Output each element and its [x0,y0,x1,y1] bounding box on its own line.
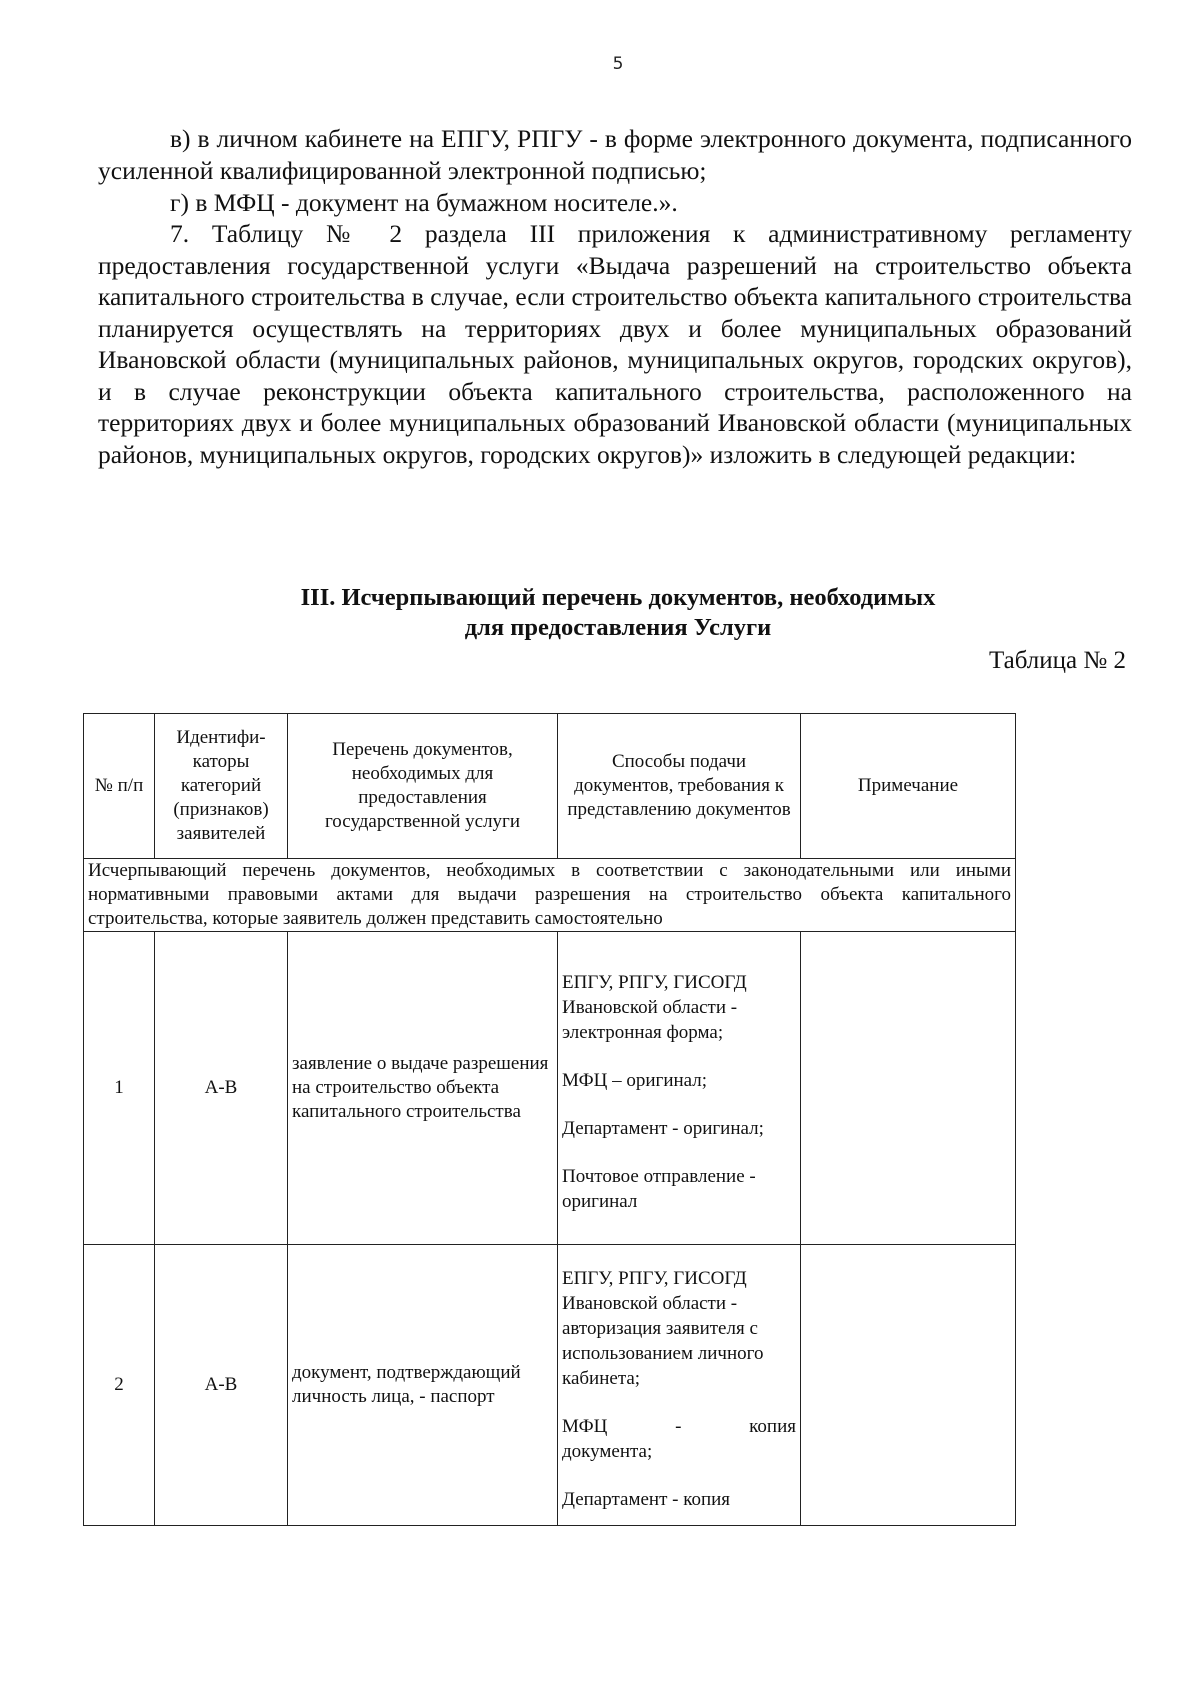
header-methods: Способы подачи документов, требования к представлению документов [558,714,801,859]
method-item: Департамент - оригинал; [562,1118,764,1139]
method-item: МФЦ – оригинал; [562,1070,708,1091]
section-title [0,583,1200,643]
group-title: Исчерпывающий перечень документов, необходимых в соответствии с законодательными или иными нормативными правовыми актами для выдачи разрешения на строительство объекта капитального строительства, которые заявитель должен представить самостоятельно [84,859,1016,932]
row-number: 2 [84,1245,155,1526]
row-note [801,932,1016,1245]
table-number-label: Таблица № 2 [988,647,1126,674]
table-group-row [84,859,1016,932]
row-category: А-В [155,1245,288,1526]
row-number: 1 [84,932,155,1245]
documents-table [83,713,1016,1526]
section-title-line2: для предоставления Услуги [464,614,772,641]
page-number: 5 [612,54,624,74]
mfc-rest: документа; [562,1441,653,1462]
row-methods [558,1245,801,1526]
table-row [84,932,1016,1245]
mfc-label: МФЦ [562,1416,608,1437]
table-header-row [84,714,1016,859]
mfc-dash: - [675,1416,682,1437]
section-title-line1: III. Исчерпывающий перечень документов, необходимых [300,584,936,611]
paragraph-g: г) в МФЦ - документ на бумажном носителе.». [170,188,678,217]
paragraph-v: в) в личном кабинете на ЕПГУ, РПГУ - в форме электронного документа, подписанного усиленной квалифицированной электронной подписью; [98,124,1132,185]
method-item-mfc [562,1414,796,1464]
header-documents: Перечень документов, необходимых для предоставления государственной услуги [288,714,558,859]
header-note: Примечание [801,714,1016,859]
table-row [84,1245,1016,1526]
header-categories: Идентифи-каторы категорий (признаков) заявителей [155,714,288,859]
method-item: ЕПГУ, РПГУ, ГИСОГД Ивановской области - электронная форма; [562,972,747,1043]
mfc-line [562,1414,796,1439]
row-methods [558,932,801,1245]
row-category: А-В [155,932,288,1245]
method-item: Почтовое отправление - оригинал [562,1166,756,1212]
paragraph-7: 7. Таблицу № 2 раздела III приложения к административному регламенту предоставления государственной услуги «Выдача разрешений на строительство объекта капитального строительства в случае, если строительство объекта капитального строительства планируется осуществлять на территориях двух и более муниципальных образований Ивановской области (муниципальных районов, муниципальных округов, городских округов), и в случае реконструкции объекта капитального строительства, расположенного на территориях двух и более муниципальных образований Ивановской области (муниципальных районов, муниципальных округов, городских округов)» изложить в следующей редакции: [98,219,1132,469]
row-document: документ, подтверждающий личность лица, - паспорт [288,1245,558,1526]
mfc-copy: копия [749,1416,796,1437]
method-item: Департамент - копия [562,1489,731,1510]
header-number: № п/п [84,714,155,859]
row-document: заявление о выдаче разрешения на строительство объекта капитального строительства [288,932,558,1245]
row-note [801,1245,1016,1526]
method-item: ЕПГУ, РПГУ, ГИСОГД Ивановской области - авторизация заявителя с использованием личного кабинета; [562,1268,764,1389]
